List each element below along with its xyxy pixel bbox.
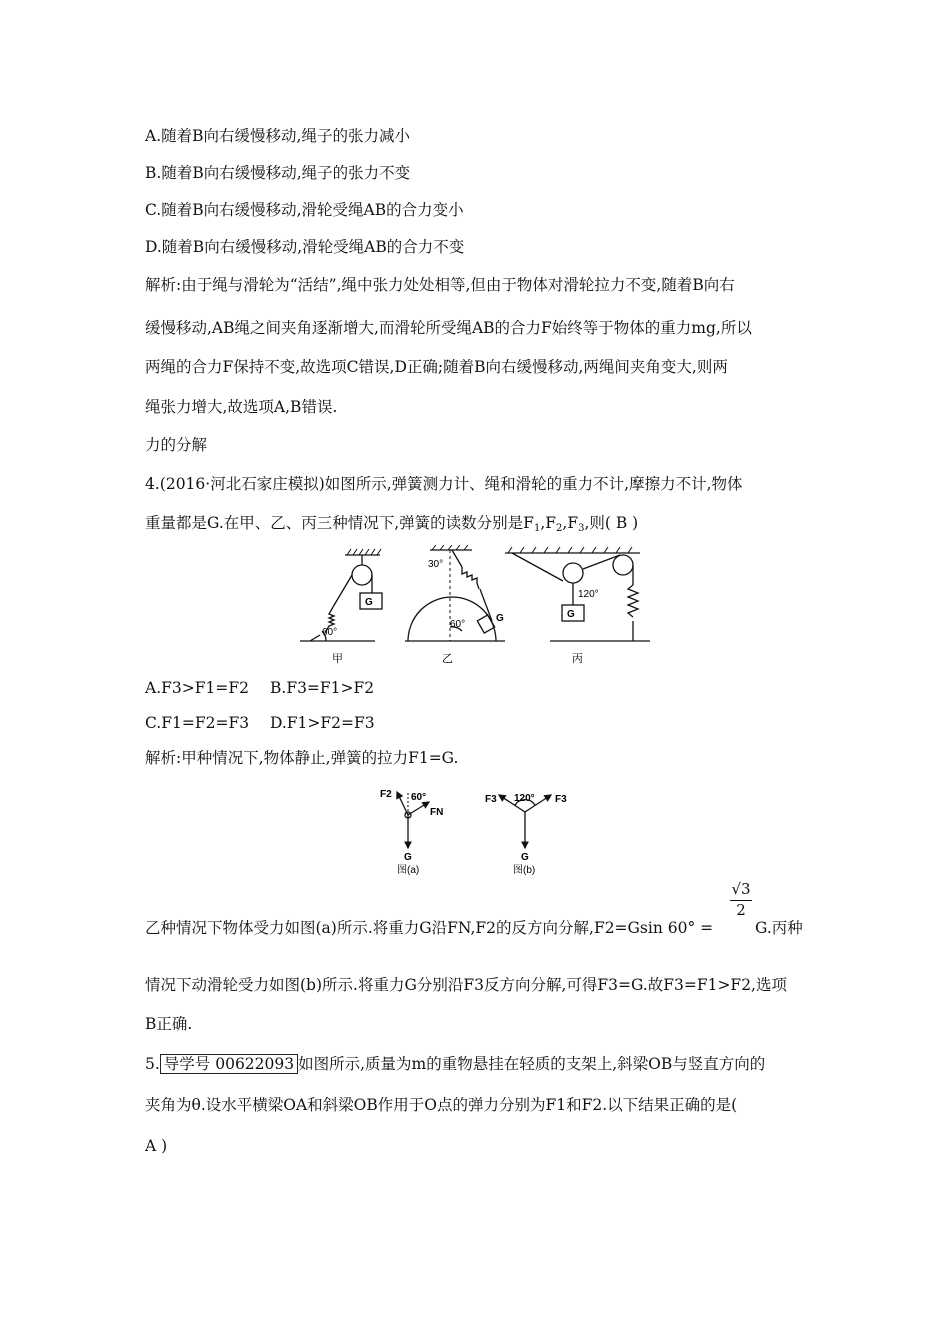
weight-label: G <box>567 609 575 620</box>
analysis-line-end: G.丙种 <box>755 919 803 937</box>
caption-bing: 丙 <box>572 653 583 665</box>
option-a: A.F3>F1=F2 <box>145 679 249 697</box>
guide-number[interactable]: 导学号 00622093 <box>160 1054 298 1074</box>
spring-pulley-figure <box>300 545 660 670</box>
option-c: C.F1=F2=F3 <box>145 714 250 732</box>
analysis-line: 两绳的合力F保持不变,故选项C错误,D正确;随着B向右缓慢移动,两绳间夹角变大,则两 <box>145 358 728 376</box>
analysis-line: B正确. <box>145 1015 193 1033</box>
force-label: F2 <box>380 789 392 800</box>
option-b: B.随着B向右缓慢移动,绳子的张力不变 <box>145 164 411 182</box>
angle-label: 120° <box>514 793 535 804</box>
question-4-line2: 重量都是G.在甲、乙、丙三种情况下,弹簧的读数分别是$F_1,F_2,F_3$,则( B ) <box>145 514 639 534</box>
analysis-line: 情况下动滑轮受力如图(b)所示.将重力G分别沿F3反方向分解,可得F3=G.故F3=F1>F2,选项 <box>145 976 787 994</box>
question-5-line2: 夹角为θ.设水平横梁OA和斜梁OB作用于O点的弹力分别为F1和F2.以下结果正确的是( <box>145 1096 738 1114</box>
angle-label: 60° <box>322 627 338 638</box>
force-label: G <box>521 852 529 863</box>
caption-yi: 乙 <box>442 653 453 665</box>
angle-label: 60° <box>450 619 466 630</box>
force-label: F3 <box>555 794 567 805</box>
fraction-numerator: √3 <box>731 880 751 898</box>
angle-label: 30° <box>428 559 444 570</box>
option-d: D.F1>F2=F3 <box>270 714 375 732</box>
caption-jia: 甲 <box>332 653 343 665</box>
option-b: B.F3=F1>F2 <box>270 679 375 697</box>
analysis-line: 解析:由于绳与滑轮为“活结”,绳中张力处处相等,但由于物体对滑轮拉力不变,随着B向右 <box>145 276 735 294</box>
question-5-line1: 5. 导学号 00622093 如图所示,质量为m的重物悬挂在轻质的支架上,斜梁OB与竖直方向的 <box>145 1055 766 1073</box>
analysis-line: 乙种情况下物体受力如图(a)所示.将重力G沿FN,F2的反方向分解,F2=Gsin 60° = <box>145 919 714 937</box>
fraction-denominator: 2 <box>736 901 746 919</box>
question-5-line3: A ) <box>145 1137 168 1155</box>
fraction <box>728 880 754 919</box>
weight-label: G <box>365 597 373 608</box>
angle-label: 120° <box>578 589 599 600</box>
analysis-line: 绳张力增大,故选项A,B错误. <box>145 398 338 416</box>
caption-a: 图(a) <box>397 865 420 876</box>
question-4-line1: 4.(2016·河北石家庄模拟)如图所示,弹簧测力计、绳和滑轮的重力不计,摩擦力不计,物体 <box>145 475 743 493</box>
analysis-line: 缓慢移动,AB绳之间夹角逐渐增大,而滑轮所受绳AB的合力F始终等于物体的重力mg,所以 <box>145 319 752 337</box>
caption-b: 图(b) <box>513 865 536 876</box>
weight-label: G <box>496 613 504 624</box>
option-d: D.随着B向右缓慢移动,滑轮受绳AB的合力不变 <box>145 238 465 256</box>
force-label: FN <box>430 807 444 818</box>
force-label: G <box>404 852 412 863</box>
angle-label: 60° <box>411 792 427 803</box>
section-title: 力的分解 <box>145 436 208 454</box>
option-a: A.随着B向右缓慢移动,绳子的张力减小 <box>145 127 410 145</box>
option-c: C.随着B向右缓慢移动,滑轮受绳AB的合力变小 <box>145 201 464 219</box>
analysis-line: 解析:甲种情况下,物体静止,弹簧的拉力F1=G. <box>145 749 459 767</box>
force-diagram-figure <box>375 780 575 880</box>
force-label: F3 <box>485 794 497 805</box>
